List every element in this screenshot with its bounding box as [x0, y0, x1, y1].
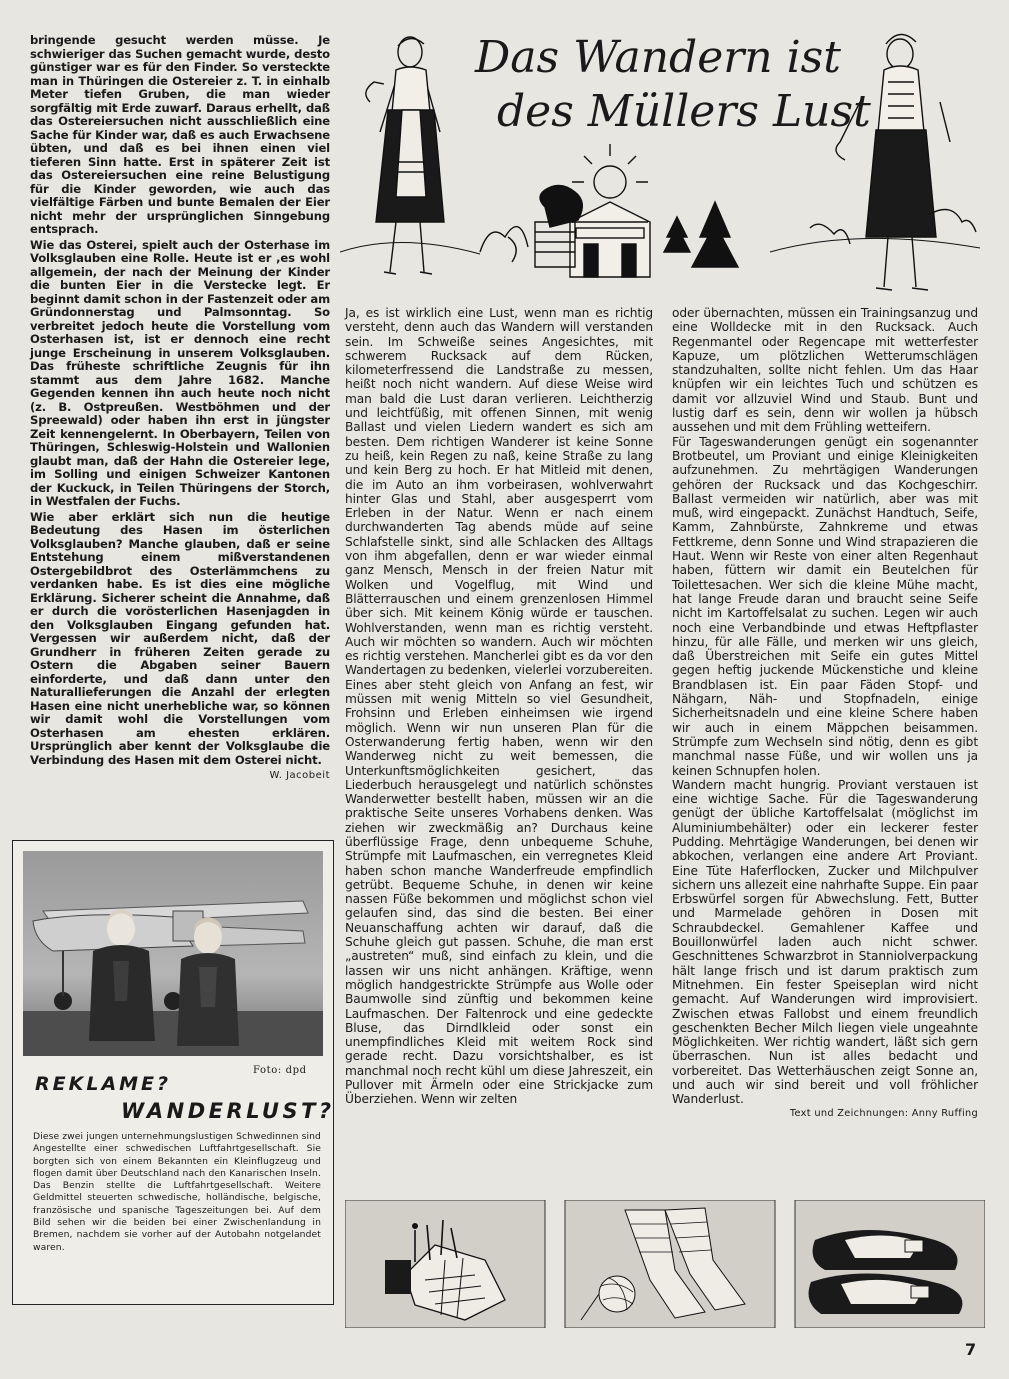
center-scene-drawing	[480, 144, 738, 277]
left-column-article	[30, 34, 330, 783]
middle-paragraph: Ja, es ist wirklich eine Lust, wenn man es richtig versteht, denn auch das Wandern will verstanden sein. Im Schweiße seines Angesichtes, mit schwerem Rucksack auf dem Rücken, kilometerfressend die Landstraße zu messen, heißt noch nicht wandern. Auf diese Weise wird man bald die Lust daran verlieren. Leichtherzig und leichtfüßig, mit offenen Sinnen, mit wenig Ballast und vielen Liedern wandert es sich am besten. Dem richtigen Wanderer ist keine Sonne zu heiß, kein Regen zu naß, keine Straße zu lang und kein Berg zu hoch. Er hat Mitleid mit denen, die im Auto an ihm vorbeirasen, wohlverwahrt hinter Glas und Stahl, aber ausgesperrt vom Erleben in der Natur. Wenn er nach einem durchwanderten Tag abends müde auf seine Schlafstelle sinkt, sind alle Schlacken des Alltags von ihm abgefallen, denn er war wieder einmal ganz Mensch, Mensch in der freien Natur mit Wolken und Vogelflug, mit Wind und Blätterrauschen und einem grenzenlosen Himmel über sich. Mit keinem König würde er tauschen. Wohlverstanden, wenn man es richtig versteht. Auch wir möchten so wandern. Auch wir möchten es richtig verstehen. Mancherlei gibt es da vor den Wandertagen zu bedenken, vielerlei vorzubereiten. Eines aber steht gleich von Anfang an fest, wir müssen mit wenig Mitteln so viel Gesundheit, Frohsinn und Erleben einheimsen wie irgend möglich. Wenn wir nun unseren Plan für die Osterwanderung fertig haben, wenn wir den Wanderweg nicht zu weit bemessen, die Unterkunftsmöglichkeiten gesichert, das Liederbuch herausgelegt und natürlich schönstes Wanderwetter bestellt haben, müssen wir an die praktische Seite unseres Vorhabens denken. Was ziehen wir zweckmäßig an? Durchaus keine überflüssige Frage, denn unbequeme Schuhe, Strümpfe mit Laufmaschen, ein verregnetes Kleid haben schon manche Wanderfreude empfindlich getrübt. Bequeme Schuhe, in denen wir keine nassen Füße bekommen und möglichst schon viel gelaufen sind, das sind die besten. Bei einer Neuanschaffung achten wir darauf, daß die Schuhe gleich gut passen. Schuhe, die man erst „austreten“ muß, sind einfach zu klein, und die lassen wir uns nicht anhängen. Kräftige, wenn möglich handgestrickte Strümpfe aus Wolle oder Baumwolle sind zünftig und bekommen keine Laufmaschen. Der Faltenrock und eine gedeckte Bluse, das Dirndlkleid oder sonst ein unempfindliches Kleid mit weitem Rock sind gerade recht. Dazu vorsichtshalber, es ist manchmal noch recht kühl um diese Jahreszeit, ein Pullover mit Ärmeln oder eine Strickjacke zum Überziehen. Wenn wir zelten	[345, 306, 653, 1107]
left-paragraph-2: Wie das Osterei, spielt auch der Osterhase im Volksglauben eine Rolle. Heute ist er ,es wohl allgemein, der nach der Meinung der Kinder die bunten Eier in die Verstecke legt. Er beginnt damit schon in der Fastenzeit oder am Gründonnerstag und Palmsonntag. So verbreitet jedoch heute die Vorstellung vom Osterhasen ist, ist er dennoch eine recht junge Erscheinung in unserem Volksglauben. Das früheste schriftliche Zeugnis für ihn stammt aus dem Jahre 1682. Manche Gegenden kennen ihn auch heute noch nicht (z. B. Ostpreußen. Westböhmen und der Spreewald) oder haben ihn erst in jüngster Zeit kennengelernt. In Oberbayern, Teilen von Thüringen, Schleswig-Holstein und Wallonien glaubt man, daß der Hahn die Ostereier lege, im Solling und einigen Schweizer Kantonen der Kuckuck, in Teilen Thüringens der Storch, in Westfalen der Fuchs.	[30, 237, 330, 508]
left-paragraph-1: bringende gesucht werden müsse. Je schwieriger das Suchen gemacht wurde, desto günstiger war es für den Finder. So versteckte man in Thüringen die Ostereier z. T. in einhalb Meter tiefen Gruben, die man wieder sorgfältig mit Erde zuwarf. Daraus erhellt, daß das Ostereiersuchen nicht ausschließlich eine Sache für Kinder war, daß es auch Erwachsene übten, und daß es bei ihnen einen viel tieferen Sinn hatte. Erst in späterer Zeit ist das Ostereiersuchen eine reine Belustigung für die Kinder geworden, wie auch das vielfältige Färben und bunte Bemalen der Eier nicht mehr der ursprünglichen Sinngebung entsprach.	[30, 33, 330, 236]
page-number: 7	[965, 1340, 977, 1359]
left-signature: W. Jacobeit	[269, 770, 330, 781]
photo-caption-text: Diese zwei jungen unternehmungslustigen Schwedinnen sind Angestellte einer schwedischen Luftfahrtgesellschaft. Sie borgten sich von einem Bekannten ein Kleinflugzeug und flogen damit über Deutschland nach den Kanarischen Inseln. Das Benzin stellte die Luftfahrtgesellschaft. Weitere Geldmittel steuerten schwedische, holländische, belgische, französische und spanische Tageszeitungen bei. Auf dem Bild sehen wir die beiden bei einer Zwischenlandung in Bremen, nachdem sie vorher auf der Autobahn notgelandet waren.	[33, 1131, 321, 1253]
right-column-article	[672, 306, 978, 1121]
right-paragraph-2: Für Tageswanderungen genügt ein sogenannter Brotbeutel, um Proviant und einige Kleinigkeiten aufzunehmen. Zu mehrtägigen Wanderungen gehören der Rucksack und das Kochgeschirr. Ballast vermeiden wir natürlich, aber was mit muß, wird eingepackt. Zunächst Handtuch, Seife, Kamm, Zahnbürste, Zahnkreme und etwas Fettkreme, denn Sonne und Wind strapazieren die Haut. Wenn wir Reste von einer alten Regenhaut haben, füttern wir damit ein Beutelchen für Toilettesachen. Wer sich die kleine Mühe macht, hat lange Freude daran und braucht seine Seife nicht im Kartoffelsalat zu suchen. Legen wir auch noch eine Verbandbinde und etwas Heftpflaster hinzu, für alle Fälle, und merken wir uns gleich, daß Überstreichen mit Seife ein gutes Mittel gegen heftig juckende Mückenstiche und kleine Brandblasen ist. Ein paar Fäden Stopf- und Nähgarn, Näh- und Stopfnadeln, einige Sicherheitsnadeln und eine kleine Schere haben wir auch in einem Mäppchen beisammen. Strümpfe zum Wechseln sind nötig, denn es gibt manchmal nasse Füße, und wir wollen uns ja keinen Schnupfen holen.	[672, 434, 978, 778]
right-paragraph-3: Wandern macht hungrig. Proviant verstauen ist eine wichtige Sache. Für die Tageswanderung genügt der übliche Kartoffelsalat (möglichst im Aluminiumbehälter) oder ein leckerer fester Pudding. Mehrtägige Wanderungen, bei denen wir abkochen, verlangen eine andere Art Proviant. Eine Tüte Haferflocken, Zucker und Milchpulver sichern uns allezeit eine nahrhafte Suppe. Ein paar Erbswürfel sorgen für Abwechslung. Fett, Butter und Marmelade gehören in Dosen mit Schraubdeckel. Gemahlener Kaffee und Bouillonwürfel laden auch nicht schwer. Geschnittenes Schwarzbrot in Stanniolverpackung hält lange frisch und ist darum praktisch zum Mitnehmen. Ein fester Speiseplan wird nicht gemacht. Auf Wanderungen wird improvisiert. Zwischen etwas Fallobst und einem freundlich geschenkten Becher Milch liegen viele ungeahnte Möglichkeiten. Wer richtig wandert, läßt sich gern überraschen. Nun ist alles bedacht und vorbereitet. Das Wetterhäuschen zeigt Sonne an, und auch wir sind bereit und voll fröhlicher Wanderlust.	[672, 777, 978, 1107]
right-paragraph-1: oder übernachten, müssen ein Trainingsanzug und eine Wolldecke mit in den Rucksack. Auch Regenmantel oder Regencape mit wetterfester Kapuze, um plötzlichen Wetterumschlägen standzuhalten, sollte nicht fehlen. Um das Haar knüpfen wir ein leichtes Tuch und schützen es damit vor allzuviel Wind und Staub. Bunt und lustig darf es sein, denn wir wollen ja hübsch aussehen und mit dem Frühling wetteifern.	[672, 306, 978, 435]
shoes-drawing	[795, 1200, 985, 1328]
left-paragraph-3: Wie aber erklärt sich nun die heutige Bedeutung des Hasen im österlichen Volksglauben? Manche glauben, daß er seine Entstehung einem mißverstandenen Ostergebildbrot des Osterlämmchens zu verdanken habe. Es ist dies eine mögliche Erklärung. Sicherer scheint die Annahme, daß er durch die vorösterlichen Hasenjagden in den Volksglauben Eingang gefunden hat. Vergessen wir außerdem nicht, daß der Grundherr in früheren Zeiten gerade zu Ostern die Abgaben seiner Bauern einforderte, und daß dann unter den Naturallieferungen die Anzahl der erlegten Hasen eine nicht unerhebliche war, so können wir damit wohl die Vorstellungen vom Osterhasen am ehesten erklären. Ursprünglich aber kennt der Volksglaube die Verbindung des Hasen mit dem Osterei nicht.	[30, 509, 330, 767]
photo-illustration	[23, 851, 323, 1056]
toiletry-bag-drawing	[345, 1200, 545, 1328]
photo-heading-wanderlust: WANDERLUST?	[121, 1099, 335, 1123]
stockings-yarn-drawing	[565, 1200, 775, 1328]
photo-box	[12, 840, 334, 1305]
photo-two-women-airplane	[23, 851, 323, 1056]
photo-heading-reklame: REKLAME?	[35, 1073, 172, 1095]
article-title-line-1: Das Wandern ist	[475, 32, 841, 83]
photo-credit: Foto: dpd	[253, 1065, 307, 1076]
middle-column-article	[345, 306, 653, 1107]
article-credit: Text und Zeichnungen: Anny Ruffing	[789, 1107, 978, 1119]
bottom-illustrations	[345, 1200, 985, 1328]
article-title-line-2: des Müllers Lust	[497, 86, 871, 137]
girl-left-drawing	[340, 37, 480, 274]
